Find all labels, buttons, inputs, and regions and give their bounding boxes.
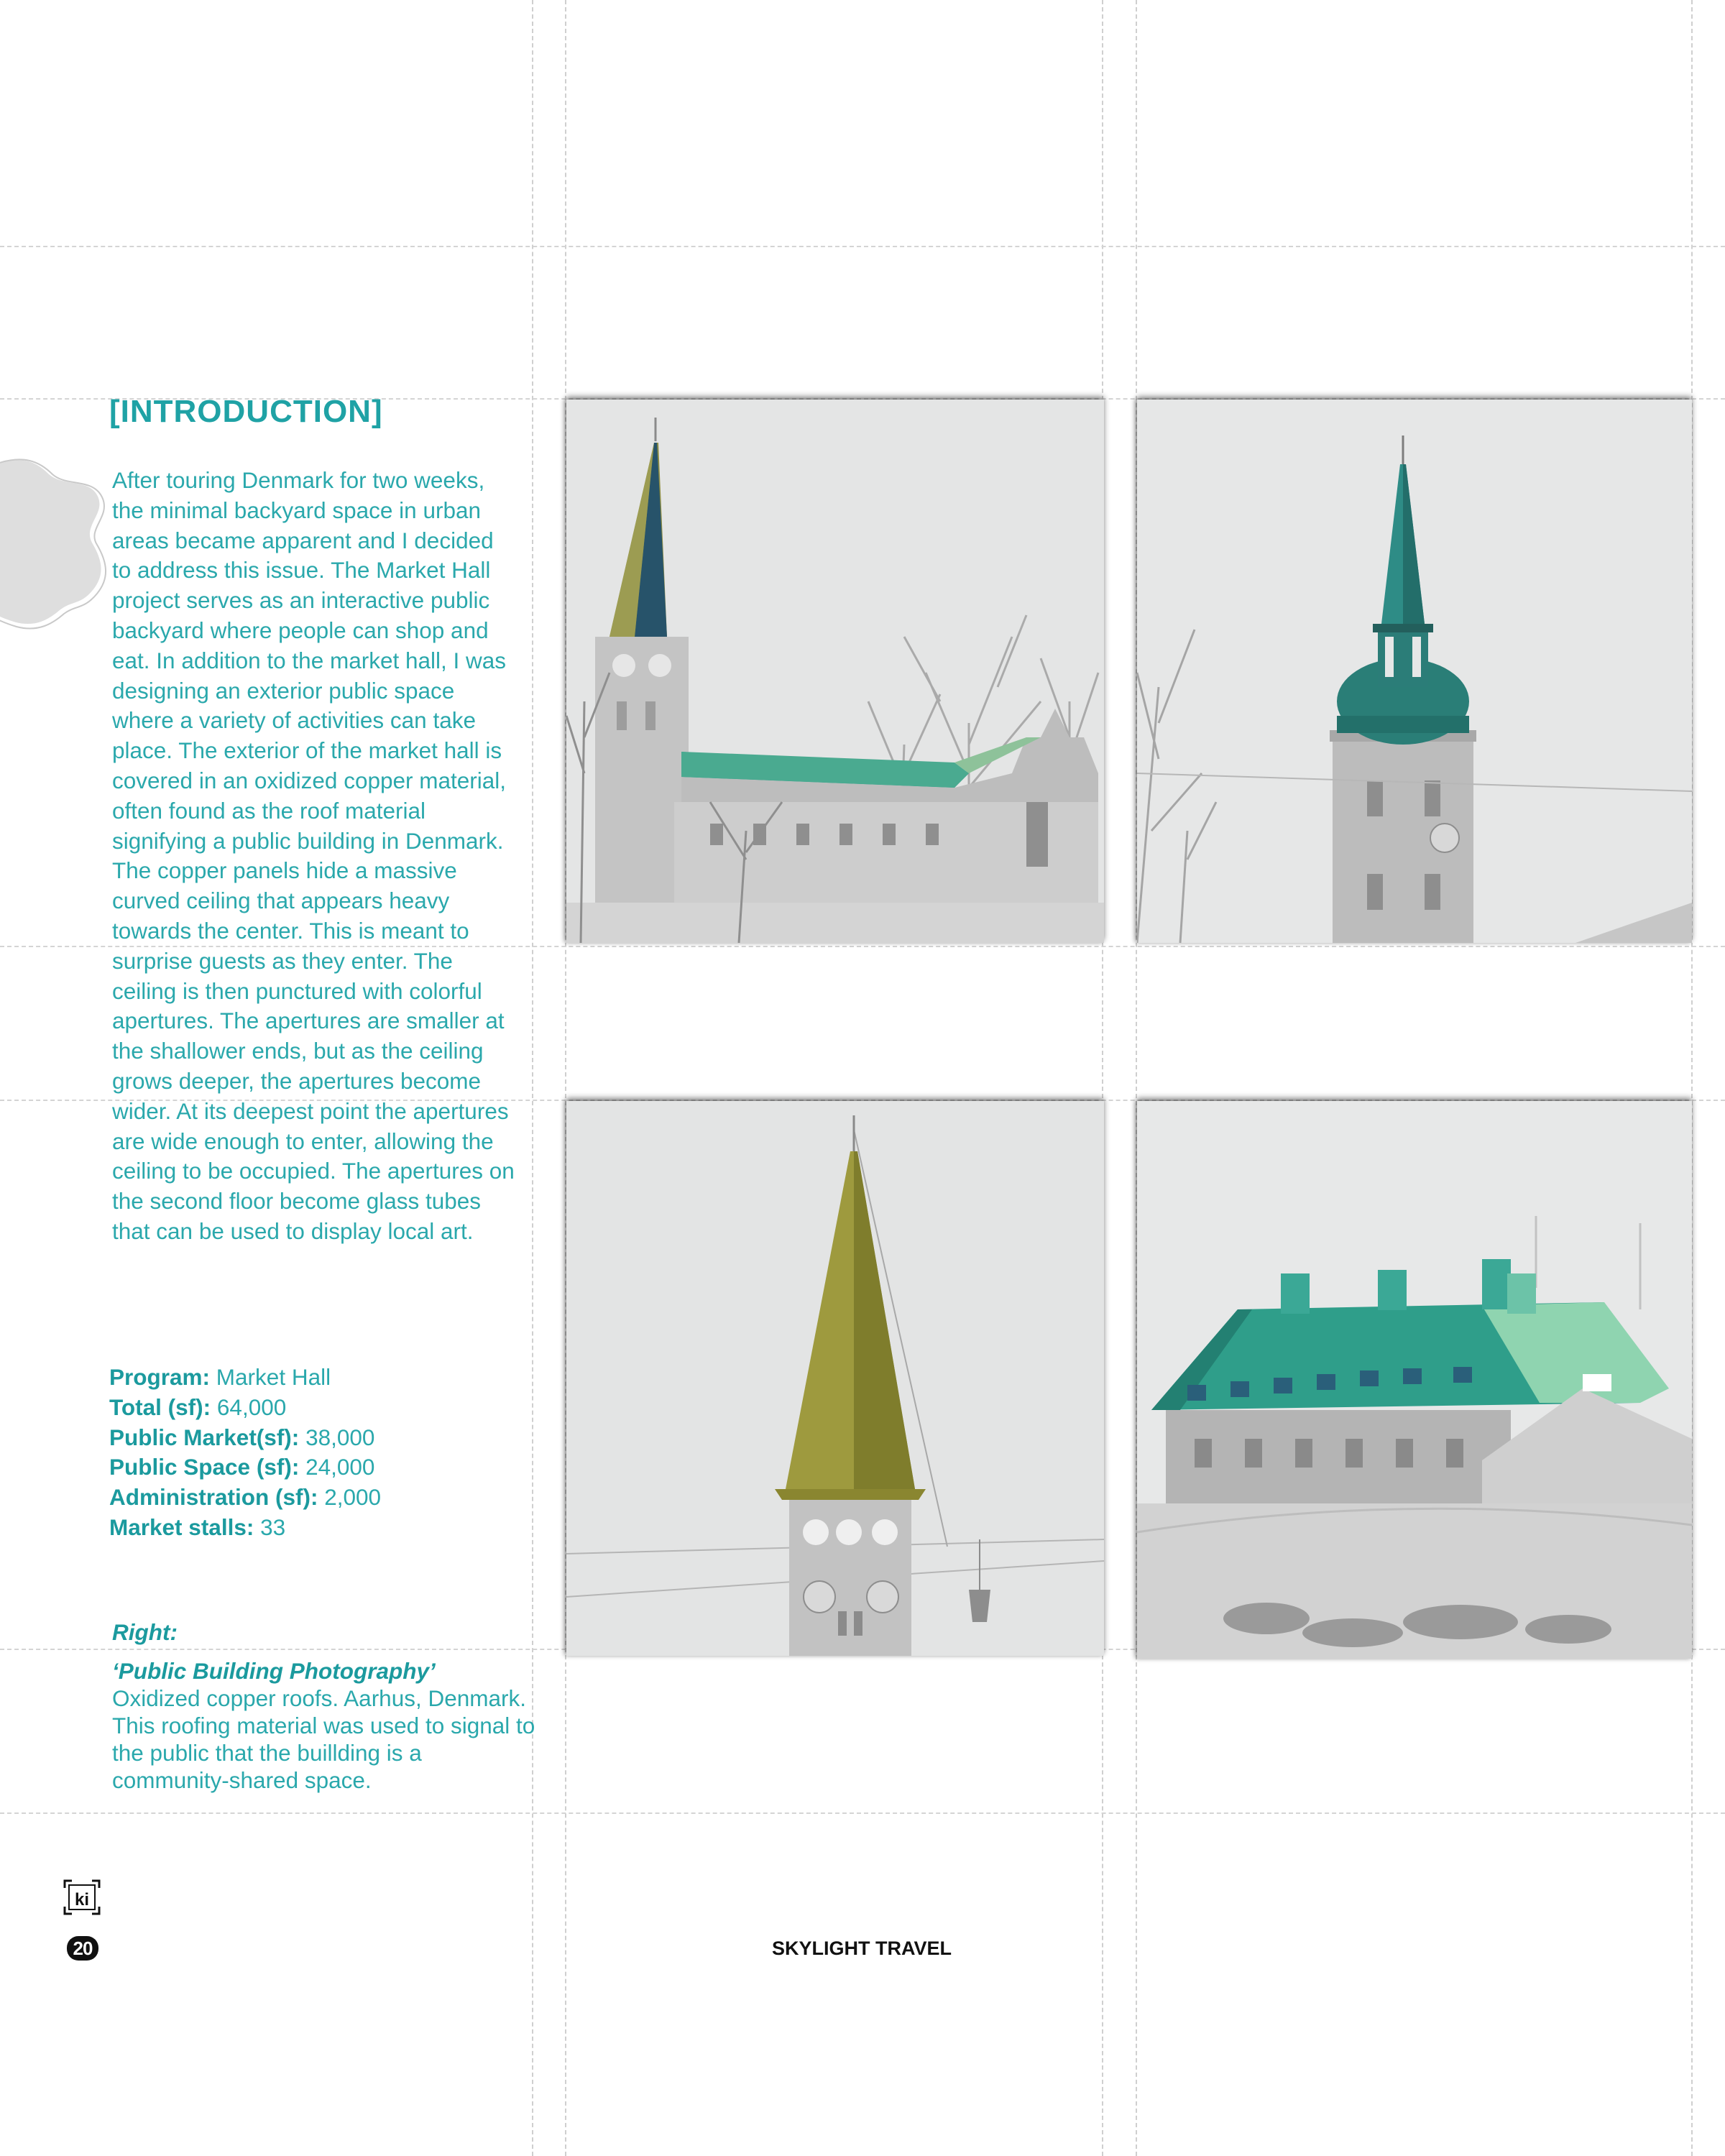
spec-public-market [109, 1423, 381, 1453]
grid-line-v1 [532, 0, 533, 2156]
ki-logo [62, 1878, 102, 1917]
program-specs [109, 1363, 381, 1543]
page-number: 20 [67, 1936, 98, 1961]
spec-value: 2,000 [324, 1484, 382, 1511]
photo-caption [112, 1618, 543, 1794]
spec-value: 64,000 [216, 1393, 287, 1420]
grid-line-v3 [1102, 0, 1103, 2156]
spec-label: Public Market(sf): [109, 1424, 300, 1450]
grid-line-h6 [0, 1812, 1725, 1814]
grid-line-v2 [565, 0, 566, 2156]
logo-text: ki [74, 1890, 90, 1909]
spec-label: Market stalls: [109, 1514, 254, 1540]
footer-title: SKYLIGHT TRAVEL [772, 1938, 952, 1959]
spec-public-space [109, 1452, 381, 1483]
spec-label: Public Space (sf): [109, 1454, 300, 1480]
caption-text: Oxidized copper roofs. Aarhus, Denmark. This roofing material was used to signal to the public that the buillding is a community-shared space. [112, 1685, 535, 1793]
decorative-blob [0, 449, 111, 632]
spec-value: 24,000 [305, 1454, 375, 1480]
photo-green-roof-building [1137, 1101, 1692, 1659]
grid-line-v4 [1136, 0, 1137, 2156]
spec-value: 33 [260, 1514, 286, 1540]
caption-heading: Right: [112, 1619, 178, 1645]
spec-value: 38,000 [305, 1424, 375, 1450]
spec-program [109, 1363, 381, 1393]
spec-market-stalls [109, 1513, 381, 1543]
photo-church-spire-nave [566, 400, 1104, 943]
spec-label: Program: [109, 1364, 211, 1390]
spec-label: Administration (sf): [109, 1484, 318, 1511]
photo-clock-tower-spire [1137, 400, 1692, 943]
spec-label: Total (sf): [109, 1393, 211, 1420]
caption-subtitle: ‘Public Building Photography’ [112, 1658, 436, 1684]
intro-paragraph-block [112, 466, 515, 1247]
spec-total [109, 1393, 381, 1423]
spec-administration [109, 1483, 381, 1513]
grid-line-h1 [0, 246, 1725, 247]
grid-line-v5 [1691, 0, 1693, 2156]
intro-paragraph: After touring Denmark for two weeks, the minimal backyard space in urban areas became apparent and I decided to address this issue. The Market Hall project serves as an interactive public backyard where people can shop and eat. In addition to the market hall, I was designing an exterior public space where a variety of activities can take place. The exterior of the market hall is covered in an oxidized copper material, often found as the roof material signifying a public building in Denmark. The copper panels hide a massive curved ceiling that appears heavy towards the center. This is meant to surprise guests as they enter. The ceiling is then punctured with colorful apertures. The apertures are smaller at the shallower ends, but as the ceiling grows deeper, the apertures become wider. At its deepest point the apertures are wide enough to enter, allowing the ceiling to be occupied. The apertures on the second floor become glass tubes that can be used to display local art. [112, 467, 515, 1244]
spec-value: Market Hall [216, 1364, 331, 1390]
section-title: [INTRODUCTION] [109, 394, 383, 429]
photo-copper-spire-clock [566, 1101, 1104, 1656]
